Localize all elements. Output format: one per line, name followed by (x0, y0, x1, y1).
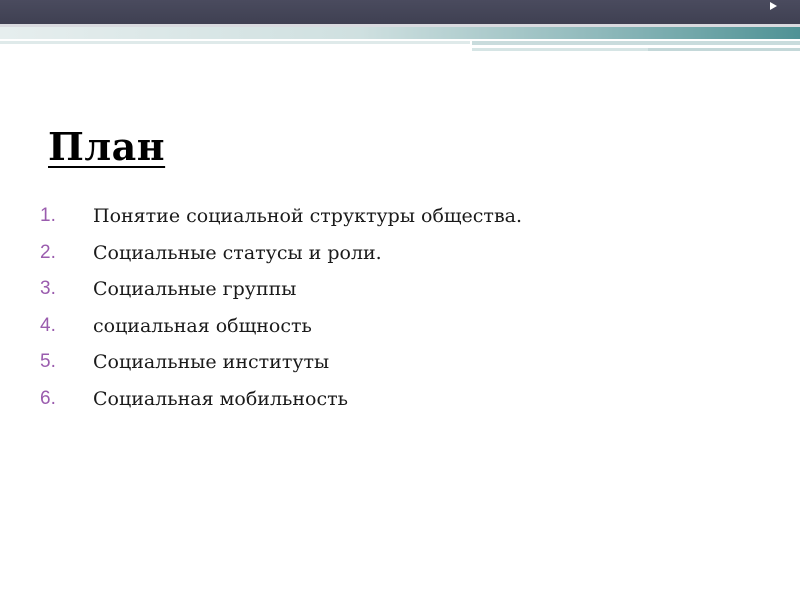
list-item-number: 2. (40, 241, 56, 263)
decorative-stripe (472, 48, 672, 51)
list-item-number: 1. (40, 205, 56, 226)
list-item-number: 6. (40, 387, 56, 409)
list-item-text: Социальные институты (93, 351, 330, 373)
list-item-text: Социальные группы (93, 278, 297, 300)
list-item (0, 384, 800, 421)
list-item (0, 201, 800, 238)
plan-list (0, 201, 800, 420)
triangle-right-icon (770, 2, 777, 10)
decorative-stripe (648, 48, 800, 51)
list-item-text: Социальные статусы и роли. (93, 241, 382, 264)
list-item-text: социальная общность (93, 314, 312, 337)
list-item-number: 4. (40, 314, 56, 336)
teal-accent-band (0, 27, 800, 39)
list-item (0, 274, 800, 311)
list-item (0, 238, 800, 275)
list-item-number: 5. (40, 351, 56, 372)
list-item-text: Социальная мобильность (93, 387, 348, 410)
list-item-text: Понятие социальной структуры общества. (93, 205, 523, 227)
decorative-stripe (0, 41, 470, 44)
list-item (0, 311, 800, 348)
decorative-stripe (472, 41, 800, 45)
slide-title: План (48, 124, 166, 169)
list-item (0, 347, 800, 384)
list-item-number: 3. (40, 278, 56, 299)
header-bar (0, 0, 800, 24)
